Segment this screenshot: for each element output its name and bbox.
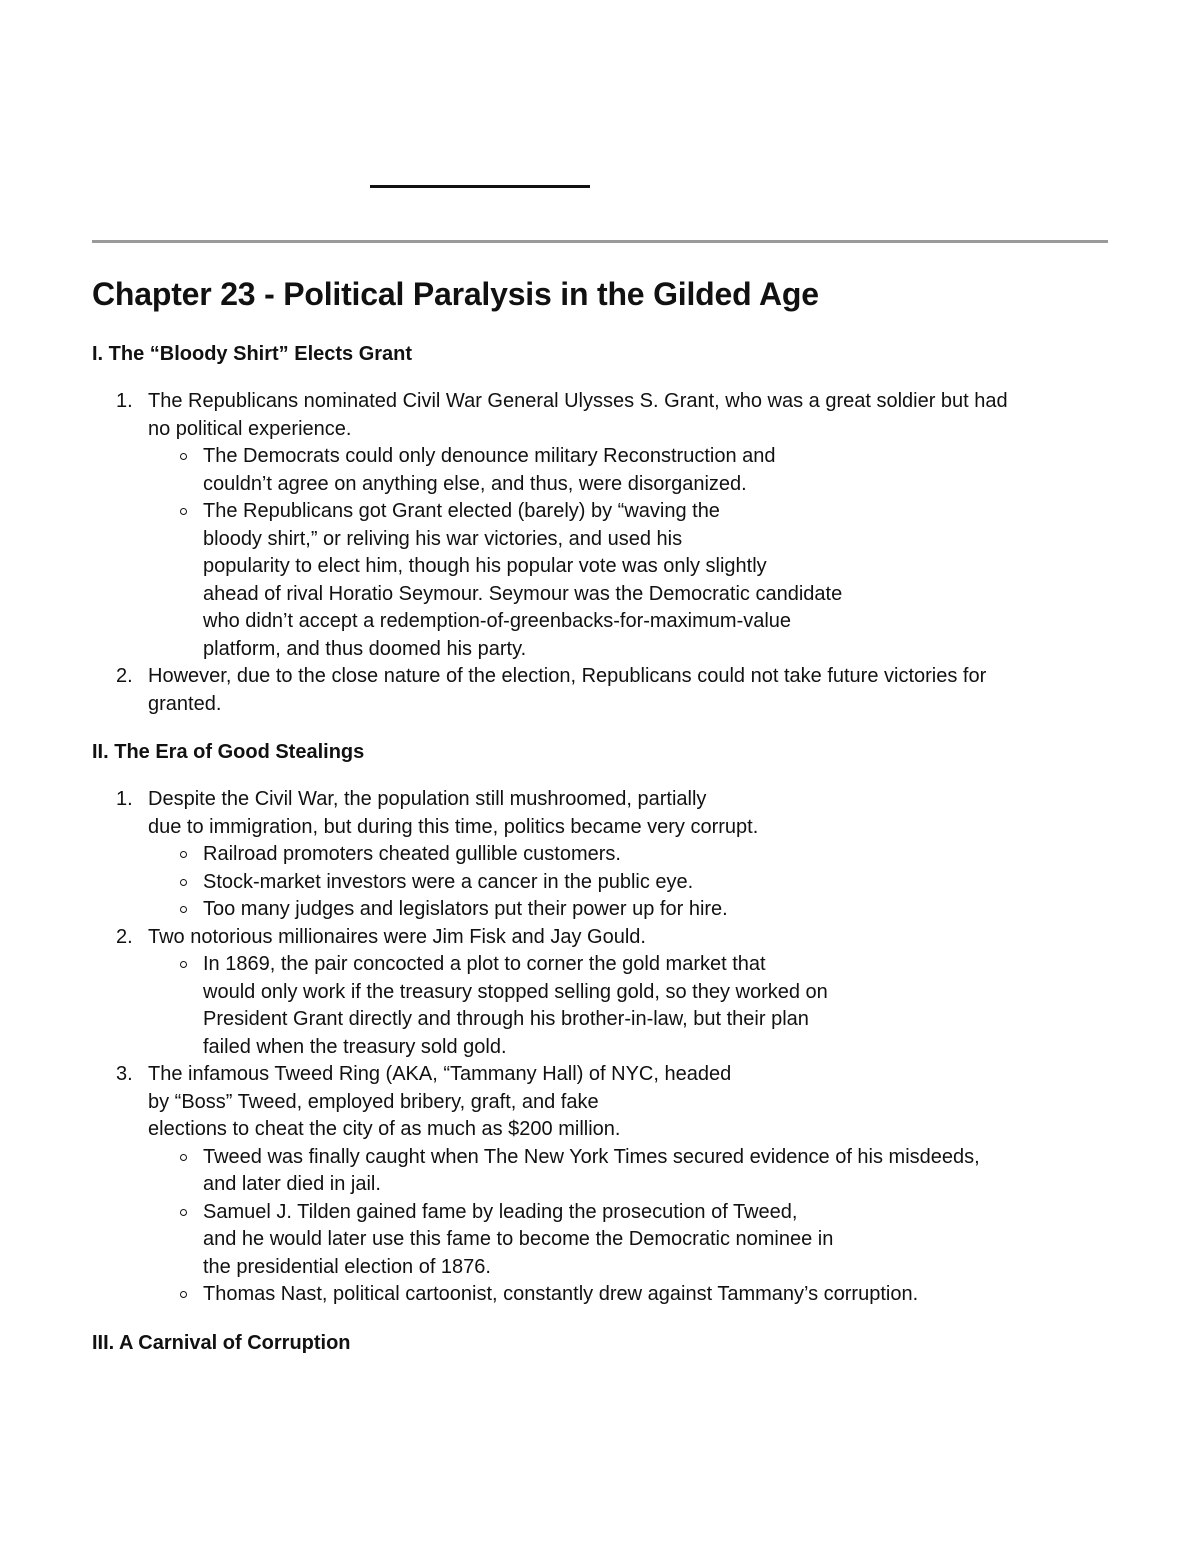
text-line: by “Boss” Tweed, employed bribery, graft, and fake — [148, 1090, 599, 1113]
sub-list-item — [148, 1144, 1112, 1199]
text-line: In 1869, the pair concocted a plot to corner the gold market that — [203, 953, 766, 975]
list-item — [92, 388, 1112, 663]
header-divider — [92, 240, 1108, 243]
text-line: The infamous Tweed Ring (AKA, “Tammany Hall) of NYC, headed — [148, 1063, 732, 1085]
text-line: Railroad promoters cheated gullible customers. — [203, 843, 621, 865]
text-line: who didn’t accept a redemption-of-greenbacks-for-maximum-value — [203, 610, 792, 632]
text-line: elections to cheat the city of as much as $200 million. — [148, 1118, 621, 1140]
list-number: 1. — [116, 788, 133, 810]
hollow-circle-bullet-icon — [180, 851, 187, 858]
text-line: couldn’t agree on anything else, and thus, were disorganized. — [203, 472, 747, 495]
list-number: 2. — [116, 665, 133, 687]
text-line: platform, and thus doomed his party. — [203, 637, 527, 660]
numbered-list — [92, 388, 1112, 718]
text-line: The Democrats could only denounce military Reconstruction and — [203, 445, 776, 467]
hollow-circle-bullet-icon — [180, 961, 187, 968]
hollow-circle-bullet-icon — [180, 1209, 187, 1216]
name-blank-line — [370, 185, 590, 188]
text-line: Tweed was finally caught when The New York Times secured evidence of his misdeeds, — [203, 1145, 980, 1168]
list-item — [92, 786, 1112, 924]
text-line: and he would later use this fame to become the Democratic nominee in — [203, 1228, 834, 1250]
section-heading: III. A Carnival of Corruption — [92, 1331, 351, 1354]
document-content — [92, 272, 1112, 1357]
section-heading: II. The Era of Good Stealings — [92, 741, 365, 763]
list-number: 2. — [116, 925, 133, 948]
text-line: Despite the Civil War, the population still mushroomed, partially — [148, 788, 707, 810]
text-line: the presidential election of 1876. — [203, 1255, 491, 1278]
sub-list-item — [148, 841, 1112, 869]
sub-list-item — [148, 498, 1112, 663]
text-line: However, due to the close nature of the election, Republicans could not take future victories for — [148, 665, 987, 687]
bullet-list — [148, 951, 1112, 1061]
bullet-list — [148, 1144, 1112, 1309]
sub-list-item — [148, 951, 1112, 1061]
text-line: no political experience. — [148, 417, 352, 440]
hollow-circle-bullet-icon — [180, 1291, 187, 1298]
bullet-list — [148, 841, 1112, 924]
text-line: Samuel J. Tilden gained fame by leading the prosecution of Tweed, — [203, 1200, 798, 1223]
hollow-circle-bullet-icon — [180, 906, 187, 913]
sub-list-item — [148, 1281, 1112, 1309]
list-item — [92, 1061, 1112, 1309]
hollow-circle-bullet-icon — [180, 453, 187, 460]
list-item — [92, 924, 1112, 1062]
list-item — [92, 663, 1112, 718]
text-line: and later died in jail. — [203, 1173, 381, 1195]
sub-list-item — [148, 869, 1112, 897]
text-line: would only work if the treasury stopped selling gold, so they worked on — [203, 980, 828, 1003]
text-line: failed when the treasury sold gold. — [203, 1035, 507, 1058]
hollow-circle-bullet-icon — [180, 879, 187, 886]
hollow-circle-bullet-icon — [180, 508, 187, 515]
text-line: Two notorious millionaires were Jim Fisk and Jay Gould. — [148, 925, 646, 948]
text-line: The Republicans nominated Civil War General Ulysses S. Grant, who was a great soldier but had — [148, 390, 1008, 412]
bullet-list — [148, 443, 1112, 663]
text-line: popularity to elect him, though his popular vote was only slightly — [203, 555, 767, 577]
text-line: due to immigration, but during this time, politics became very corrupt. — [148, 815, 759, 838]
text-line: President Grant directly and through his brother-in-law, but their plan — [203, 1008, 809, 1030]
numbered-list — [92, 786, 1112, 1309]
text-line: Stock-market investors were a cancer in the public eye. — [203, 870, 694, 893]
hollow-circle-bullet-icon — [180, 1154, 187, 1161]
list-number: 3. — [116, 1063, 133, 1085]
text-line: bloody shirt,” or reliving his war victories, and used his — [203, 527, 683, 550]
sub-list-item — [148, 1199, 1112, 1282]
text-line: granted. — [148, 692, 222, 715]
text-line: Too many judges and legislators put their power up for hire. — [203, 898, 728, 920]
text-line: Thomas Nast, political cartoonist, constantly drew against Tammany’s corruption. — [203, 1283, 919, 1305]
page-title: Chapter 23 - Political Paralysis in the Gilded Age — [92, 276, 819, 312]
text-line: ahead of rival Horatio Seymour. Seymour was the Democratic candidate — [203, 582, 843, 605]
sub-list-item — [148, 443, 1112, 498]
list-number: 1. — [116, 390, 133, 412]
text-line: The Republicans got Grant elected (barely) by “waving the — [203, 500, 720, 522]
section-heading: I. The “Bloody Shirt” Elects Grant — [92, 343, 413, 365]
sub-list-item — [148, 896, 1112, 924]
